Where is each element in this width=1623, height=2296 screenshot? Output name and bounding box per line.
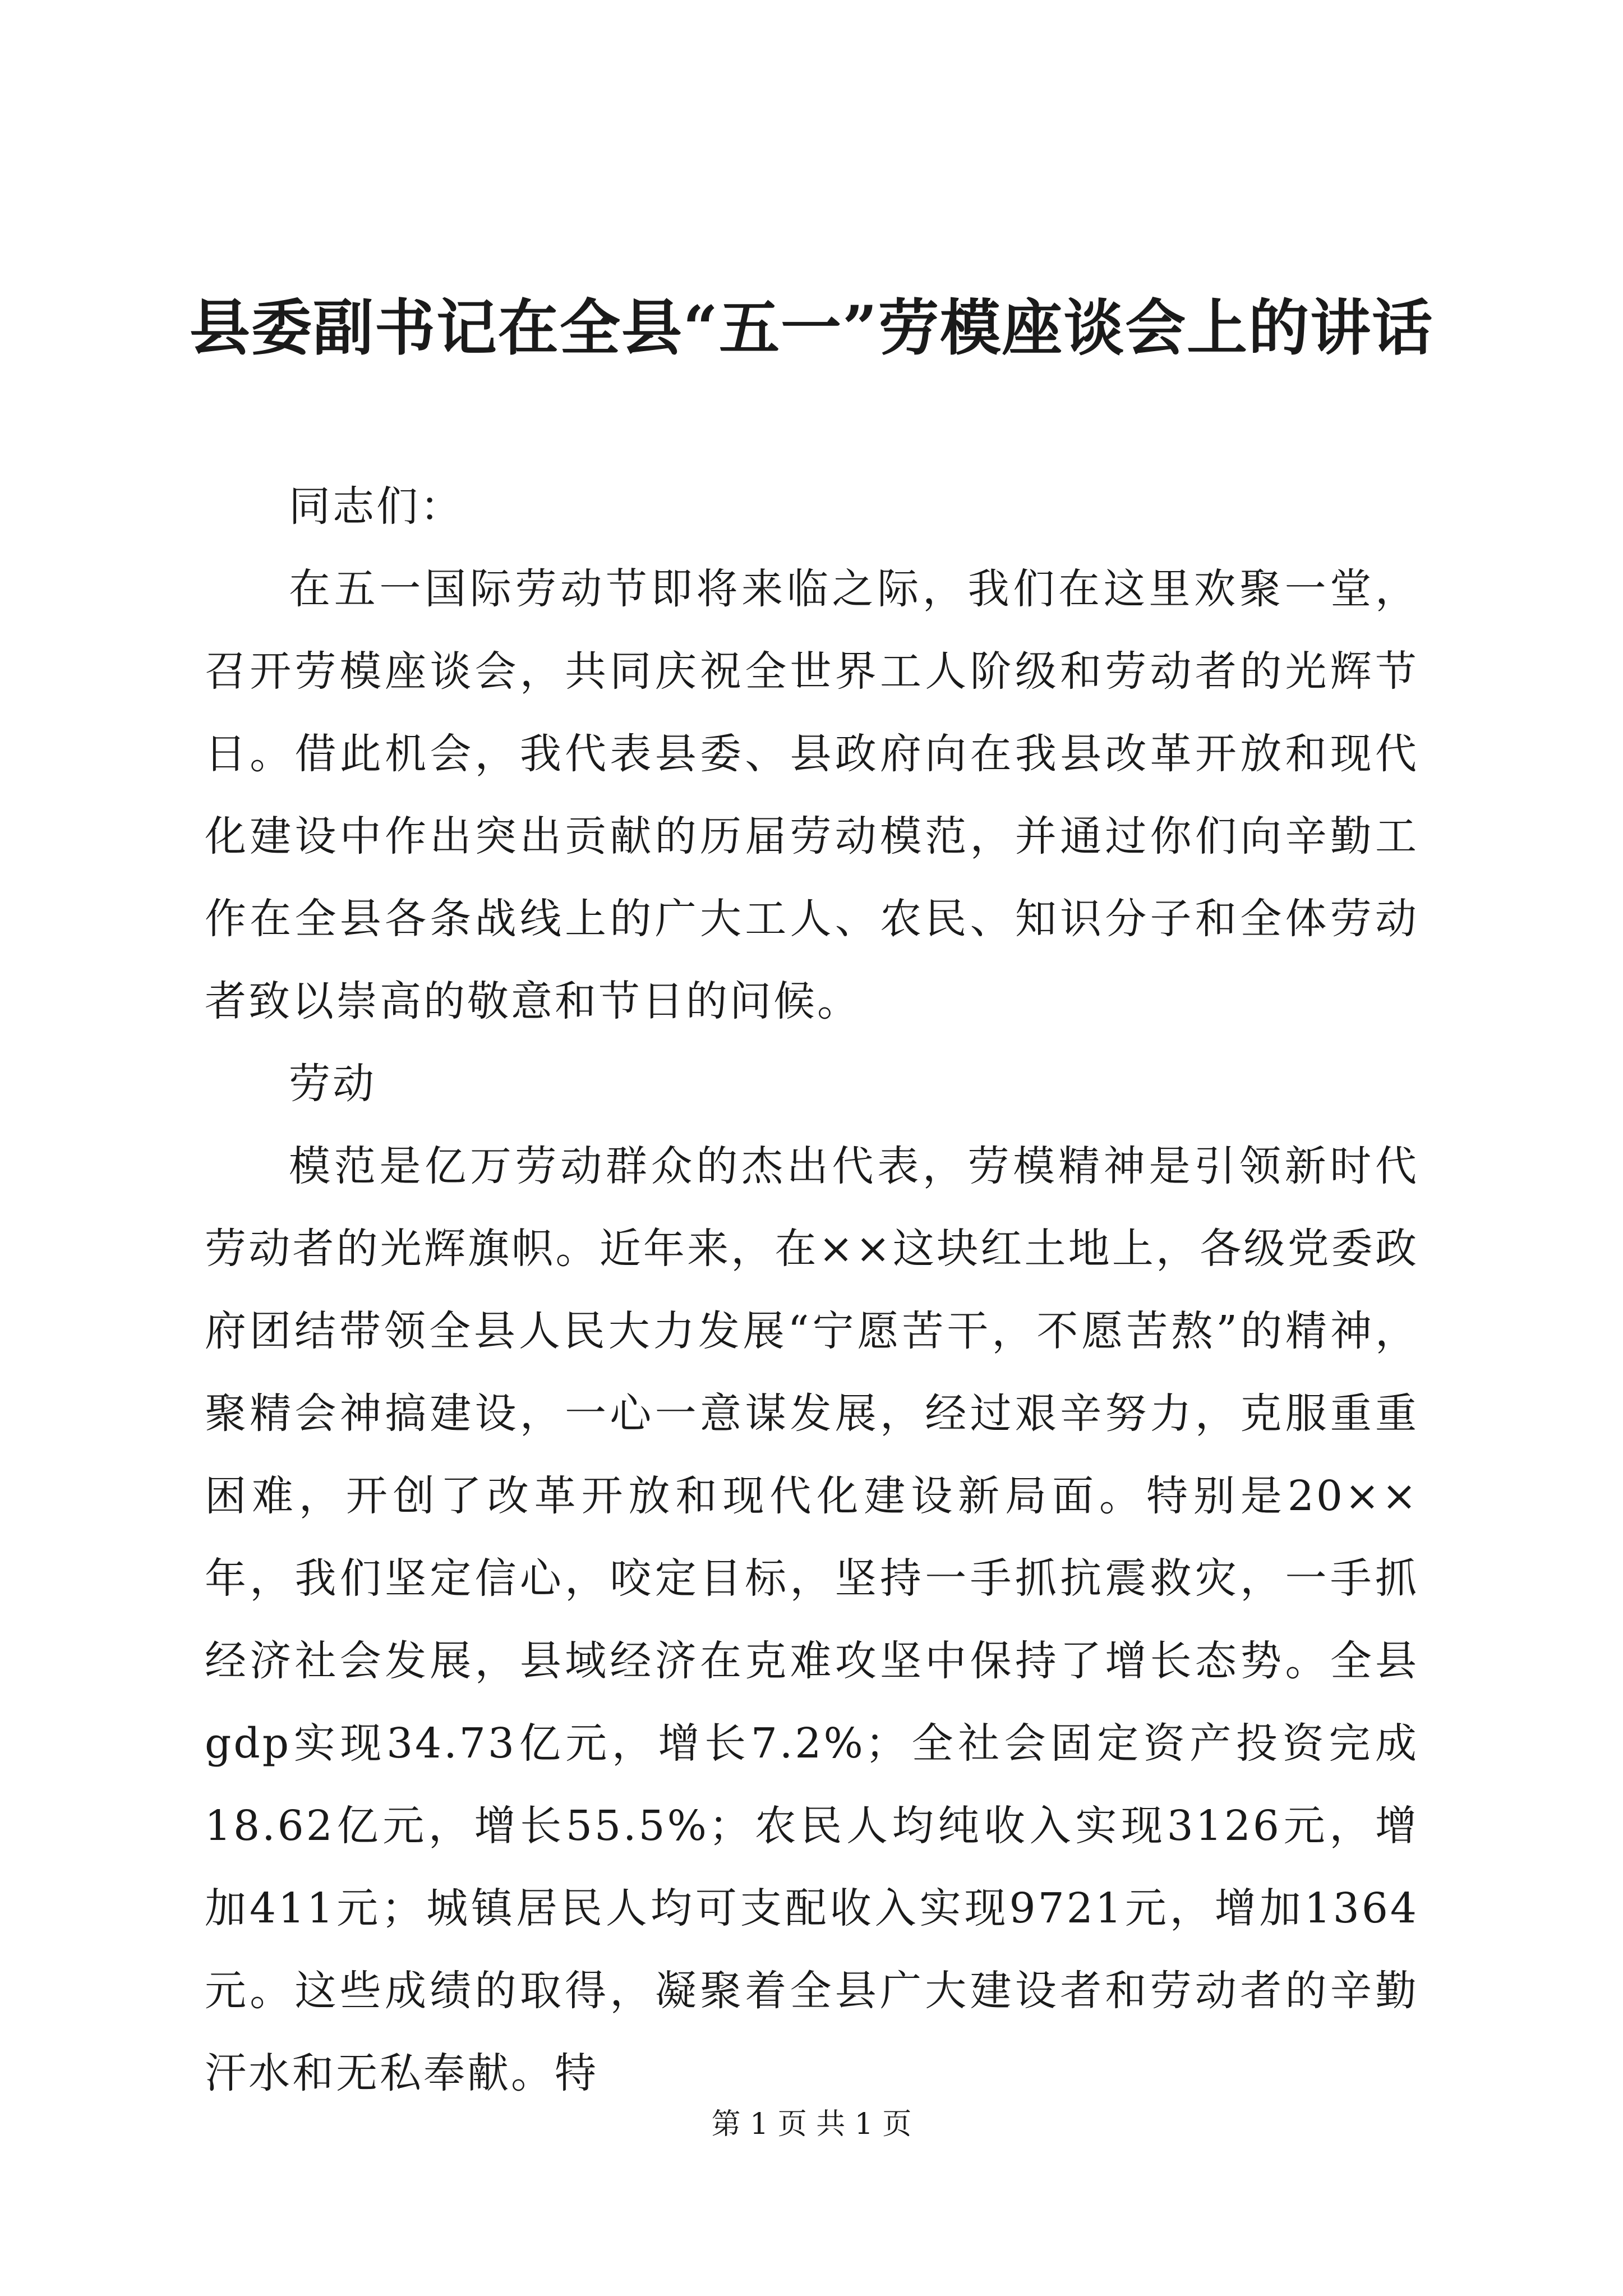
paragraph-salutation: 同志们： [289, 482, 464, 531]
paragraph-greeting: 在五一国际劳动节即将来临之际，我们在这里欢聚一堂，召开劳模座谈会，共同庆祝全世界工人阶级和劳动者的光辉节日。借此机会，我代表县委、县政府向在我县改革开放和现代化建设中作出突出贡献的历届劳动模范，并通过你们向辛勤工作在全县各条战线上的广大工人、农民、知识分子和全体劳动者致以崇高的敬意和节日的问候。 [205, 565, 1419, 1025]
paragraph-achievements: 模范是亿万劳动群众的杰出代表，劳模精神是引领新时代劳动者的光辉旗帜。近年来，在××这块红土地上，各级党委政府团结带领全县人民大力发展“宁愿苦干，不愿苦熬”的精神，聚精会神搞建设，一心一意谋发展，经过艰辛努力，克服重重困难，开创了改革开放和现代化建设新局面。特别是20××年，我们坚定信心，咬定目标，坚持一手抓抗震救灾，一手抓经济社会发展，县域经济在克难攻坚中保持了增长态势。全县gdp实现34.73亿元，增长7.2%；全社会固定资产投资完成18.62亿元，增长55.5%；农民人均纯收入实现3126元，增加411元；城镇居民人均可支配收入实现9721元，增加1364元。这些成绩的取得，凝聚着全县广大建设者和劳动者的辛勤汗水和无私奉献。特 [205, 1142, 1419, 2097]
page-footer: 第 1 页 共 1 页 [711, 2108, 912, 2141]
document-title: 县委副书记在全县“五一”劳模座谈会上的讲话 [189, 293, 1434, 364]
document-body [205, 466, 1419, 2115]
paragraph-labor-heading: 劳动 [289, 1060, 376, 1108]
